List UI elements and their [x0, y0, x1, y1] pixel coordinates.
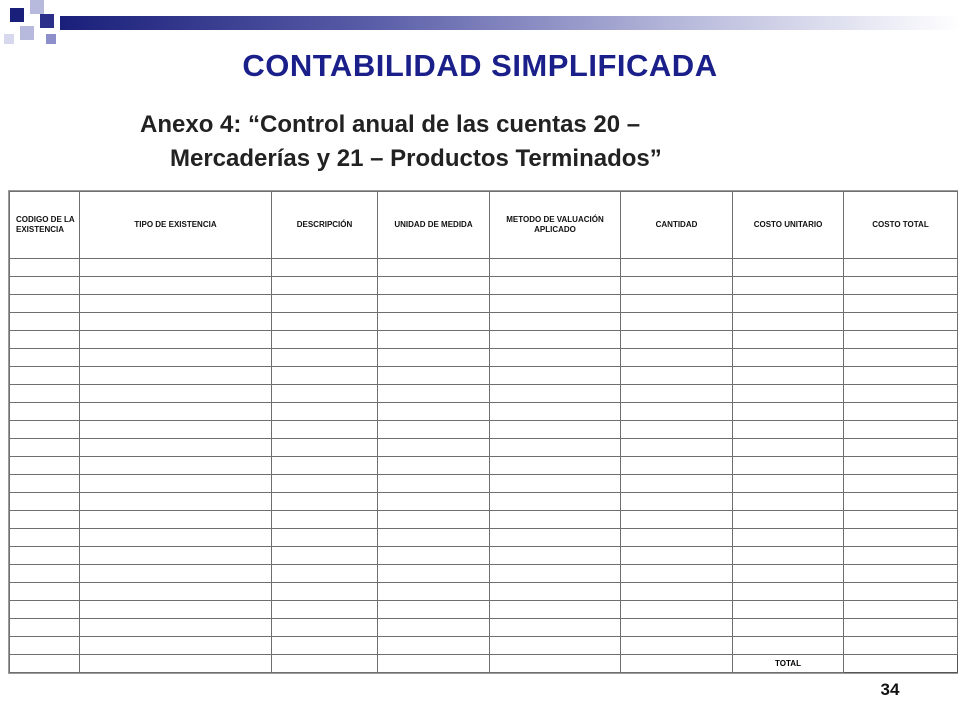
- table-cell: [272, 601, 378, 619]
- table-cell: [621, 619, 733, 637]
- table-cell: [733, 277, 844, 295]
- table-cell: [378, 421, 490, 439]
- table-cell: [733, 601, 844, 619]
- table-cell: [844, 565, 958, 583]
- table-row: [10, 313, 958, 331]
- table-cell: [80, 493, 272, 511]
- table-cell: [490, 529, 621, 547]
- table-row: [10, 529, 958, 547]
- table-cell: [733, 511, 844, 529]
- table-cell: [378, 367, 490, 385]
- spreadsheet-image: [8, 190, 958, 674]
- table-row: [10, 619, 958, 637]
- table-cell: [80, 331, 272, 349]
- table-cell: [80, 385, 272, 403]
- table-cell: [272, 439, 378, 457]
- table-cell: [844, 421, 958, 439]
- table-cell: [621, 637, 733, 655]
- table-cell: [733, 565, 844, 583]
- table-cell: [733, 619, 844, 637]
- table-cell: [844, 367, 958, 385]
- table-row: [10, 547, 958, 565]
- table-cell: [378, 331, 490, 349]
- table-cell: [272, 529, 378, 547]
- table-row: [10, 385, 958, 403]
- table-row: [10, 511, 958, 529]
- table-cell: [733, 259, 844, 277]
- column-header: COSTO TOTAL: [844, 192, 958, 259]
- table-cell: [621, 457, 733, 475]
- table-cell: [10, 655, 80, 673]
- table-cell: [80, 601, 272, 619]
- table-cell: [10, 331, 80, 349]
- table-cell: [490, 277, 621, 295]
- table-cell: [621, 313, 733, 331]
- table-cell: [272, 313, 378, 331]
- deco-square: [46, 34, 56, 44]
- table-cell: [272, 583, 378, 601]
- table-cell: [490, 619, 621, 637]
- table-cell: [378, 385, 490, 403]
- table-cell: [490, 547, 621, 565]
- table-cell: [272, 565, 378, 583]
- table-row: [10, 259, 958, 277]
- table-cell: [10, 457, 80, 475]
- table-cell: [844, 583, 958, 601]
- table-cell: [733, 295, 844, 313]
- total-value-cell: [844, 655, 958, 673]
- table-cell: [378, 565, 490, 583]
- table-cell: [844, 637, 958, 655]
- column-header: METODO DE VALUACIÓN APLICADO: [490, 192, 621, 259]
- table-cell: [733, 529, 844, 547]
- table-cell: [80, 421, 272, 439]
- table-cell: [490, 367, 621, 385]
- table-cell: [621, 259, 733, 277]
- table-cell: [10, 295, 80, 313]
- table-cell: [490, 421, 621, 439]
- table-cell: [844, 475, 958, 493]
- table-cell: [272, 637, 378, 655]
- table-cell: [80, 259, 272, 277]
- table-cell: [844, 511, 958, 529]
- table-cell: [378, 439, 490, 457]
- table-cell: [844, 439, 958, 457]
- table-cell: [80, 439, 272, 457]
- table-cell: [10, 277, 80, 295]
- table-cell: [490, 439, 621, 457]
- table-cell: [272, 421, 378, 439]
- table-cell: [733, 313, 844, 331]
- table-cell: [272, 277, 378, 295]
- table-row: [10, 601, 958, 619]
- table-cell: [844, 295, 958, 313]
- table-cell: [272, 619, 378, 637]
- table-cell: [10, 313, 80, 331]
- table-cell: [490, 493, 621, 511]
- subtitle-line-1: Anexo 4: “Control anual de las cuentas 20 –: [140, 111, 641, 138]
- table-cell: [10, 583, 80, 601]
- table-cell: [80, 349, 272, 367]
- table-cell: [844, 457, 958, 475]
- table-cell: [272, 349, 378, 367]
- table-cell: [378, 349, 490, 367]
- table-row: [10, 367, 958, 385]
- slide-subtitle: [140, 108, 860, 176]
- table-cell: [621, 583, 733, 601]
- table-row: [10, 403, 958, 421]
- table-cell: [272, 493, 378, 511]
- table-cell: [10, 565, 80, 583]
- table-cell: [272, 331, 378, 349]
- table-cell: [844, 493, 958, 511]
- table-cell: [733, 367, 844, 385]
- table-cell: [378, 583, 490, 601]
- table-cell: [621, 331, 733, 349]
- table-cell: [733, 385, 844, 403]
- table-cell: [378, 493, 490, 511]
- table-cell: [621, 385, 733, 403]
- table-cell: [844, 547, 958, 565]
- table-cell: [378, 655, 490, 673]
- table-cell: [378, 529, 490, 547]
- table-cell: [10, 349, 80, 367]
- table-row: [10, 475, 958, 493]
- column-header: COSTO UNITARIO: [733, 192, 844, 259]
- table-cell: [80, 583, 272, 601]
- table-cell: [733, 439, 844, 457]
- table-row: [10, 349, 958, 367]
- table-cell: [490, 295, 621, 313]
- table-cell: [844, 529, 958, 547]
- table-cell: [10, 601, 80, 619]
- table-cell: [272, 385, 378, 403]
- table-row: [10, 331, 958, 349]
- column-header: CODIGO DE LA EXISTENCIA: [10, 192, 80, 259]
- table-row: [10, 439, 958, 457]
- table-row: [10, 565, 958, 583]
- table-cell: [378, 601, 490, 619]
- table-cell: [80, 637, 272, 655]
- slide-title: CONTABILIDAD SIMPLIFICADA: [242, 48, 718, 83]
- table-cell: [378, 277, 490, 295]
- table-cell: [844, 259, 958, 277]
- table-cell: [490, 565, 621, 583]
- table-cell: [80, 511, 272, 529]
- table-cell: [490, 313, 621, 331]
- page-number: 34: [880, 680, 900, 699]
- table-cell: [80, 277, 272, 295]
- column-header: DESCRIPCIÓN: [272, 192, 378, 259]
- table-header-row: [10, 192, 958, 259]
- table-cell: [490, 349, 621, 367]
- table-cell: [733, 583, 844, 601]
- table-cell: [844, 619, 958, 637]
- table-cell: [80, 295, 272, 313]
- table-cell: [621, 277, 733, 295]
- table-row: [10, 583, 958, 601]
- deco-square: [30, 0, 44, 14]
- table-row: [10, 421, 958, 439]
- table-cell: [733, 421, 844, 439]
- control-table: [9, 191, 958, 673]
- table-cell: [621, 511, 733, 529]
- table-cell: [272, 295, 378, 313]
- table-cell: [80, 547, 272, 565]
- table-cell: [621, 565, 733, 583]
- table-cell: [621, 493, 733, 511]
- table-cell: [378, 403, 490, 421]
- table-cell: [10, 511, 80, 529]
- table-row: [10, 295, 958, 313]
- table-cell: [844, 403, 958, 421]
- table-cell: [621, 349, 733, 367]
- total-label: TOTAL: [733, 655, 844, 673]
- table-cell: [490, 403, 621, 421]
- deco-square: [10, 8, 24, 22]
- table-cell: [80, 367, 272, 385]
- table-cell: [490, 601, 621, 619]
- table-cell: [844, 601, 958, 619]
- column-header: UNIDAD DE MEDIDA: [378, 192, 490, 259]
- table-cell: [10, 529, 80, 547]
- table-cell: [378, 259, 490, 277]
- table-cell: [733, 493, 844, 511]
- table-cell: [10, 259, 80, 277]
- table-cell: [733, 547, 844, 565]
- table-cell: [621, 421, 733, 439]
- table-cell: [490, 259, 621, 277]
- table-cell: [378, 295, 490, 313]
- table-cell: [80, 565, 272, 583]
- table-cell: [272, 547, 378, 565]
- table-cell: [378, 547, 490, 565]
- table-cell: [10, 493, 80, 511]
- table-cell: [490, 637, 621, 655]
- table-cell: [621, 367, 733, 385]
- table-cell: [378, 457, 490, 475]
- table-cell: [378, 475, 490, 493]
- column-header: CANTIDAD: [621, 192, 733, 259]
- table-cell: [10, 421, 80, 439]
- table-cell: [80, 655, 272, 673]
- table-cell: [378, 619, 490, 637]
- table-cell: [272, 655, 378, 673]
- table-cell: [621, 439, 733, 457]
- table-cell: [621, 601, 733, 619]
- table-cell: [378, 313, 490, 331]
- table-cell: [844, 277, 958, 295]
- table-row: [10, 637, 958, 655]
- table-cell: [844, 331, 958, 349]
- table-cell: [272, 511, 378, 529]
- subtitle-line-2: Mercaderías y 21 – Productos Terminados”: [170, 145, 662, 172]
- table-cell: [621, 475, 733, 493]
- table-cell: [621, 403, 733, 421]
- table-cell: [272, 259, 378, 277]
- header-gradient-bar: [60, 16, 960, 30]
- table-cell: [10, 439, 80, 457]
- table-cell: [490, 385, 621, 403]
- table-cell: [733, 475, 844, 493]
- table-cell: [272, 457, 378, 475]
- table-cell: [10, 475, 80, 493]
- table-cell: [844, 385, 958, 403]
- table-cell: [10, 637, 80, 655]
- table-cell: [80, 457, 272, 475]
- table-cell: [621, 295, 733, 313]
- table-cell: [621, 655, 733, 673]
- table-cell: [844, 349, 958, 367]
- table-cell: [733, 331, 844, 349]
- table-cell: [490, 457, 621, 475]
- deco-square: [4, 34, 14, 44]
- table-cell: [10, 547, 80, 565]
- table-cell: [10, 619, 80, 637]
- table-cell: [80, 403, 272, 421]
- table-cell: [80, 619, 272, 637]
- table-row: [10, 493, 958, 511]
- table-cell: [490, 583, 621, 601]
- table-cell: [733, 457, 844, 475]
- table-cell: [10, 385, 80, 403]
- table-body: [10, 259, 958, 655]
- table-cell: [490, 511, 621, 529]
- table-cell: [490, 655, 621, 673]
- table-cell: [80, 313, 272, 331]
- table-cell: [80, 529, 272, 547]
- total-row: [10, 655, 958, 673]
- table-row: [10, 277, 958, 295]
- table-cell: [490, 475, 621, 493]
- table-cell: [733, 349, 844, 367]
- table-cell: [733, 403, 844, 421]
- table-cell: [378, 511, 490, 529]
- table-row: [10, 457, 958, 475]
- deco-square: [40, 14, 54, 28]
- table-cell: [272, 475, 378, 493]
- table-cell: [272, 367, 378, 385]
- table-cell: [80, 475, 272, 493]
- table-cell: [10, 367, 80, 385]
- table-cell: [844, 313, 958, 331]
- table-cell: [10, 403, 80, 421]
- column-header: TIPO DE EXISTENCIA: [80, 192, 272, 259]
- deco-square: [20, 26, 34, 40]
- table-cell: [621, 547, 733, 565]
- table-cell: [733, 637, 844, 655]
- table-cell: [490, 331, 621, 349]
- table-cell: [621, 529, 733, 547]
- table-cell: [378, 637, 490, 655]
- table-cell: [272, 403, 378, 421]
